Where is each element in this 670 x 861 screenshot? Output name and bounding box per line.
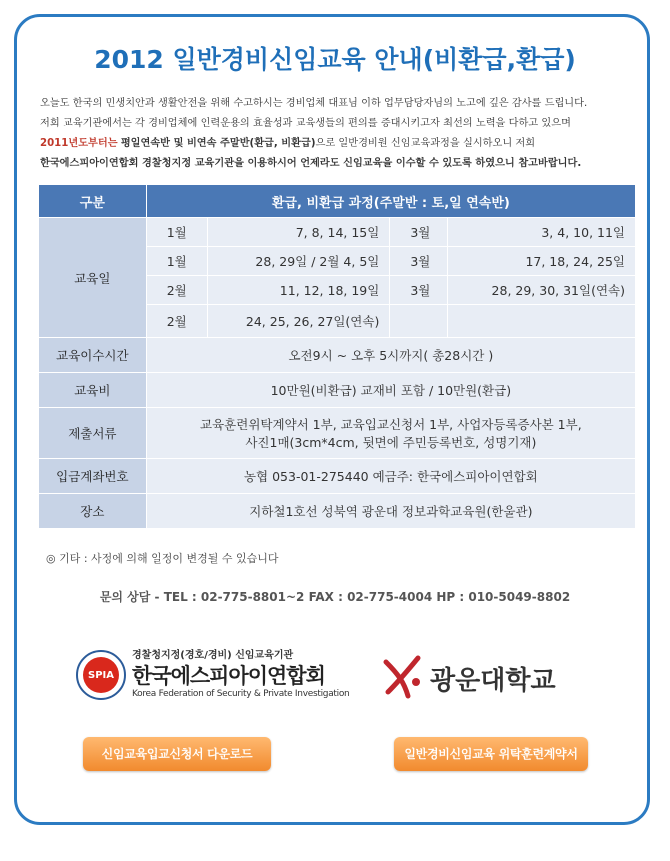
intro-text	[40, 94, 640, 174]
apply-form-download-button[interactable]: 신임교육입교신청서 다운로드	[83, 737, 271, 771]
hours-value: 오전9시 ~ 오후 5시까지( 총28시간 )	[147, 338, 635, 372]
account-value: 농협 053-01-275440 예금주: 한국에스피아이연합회	[147, 459, 635, 493]
table-cell-dates: 3, 4, 10, 11일	[448, 218, 635, 246]
intro-line-3	[40, 134, 640, 154]
table-row: 3월	[390, 218, 446, 246]
spia-logo-subtitle: 경찰청지정(경호/경비) 신임교육기관	[132, 650, 294, 661]
table-header-category: 구분	[39, 185, 146, 217]
spia-logo[interactable]	[76, 646, 366, 708]
intro-line-2: 저희 교육기관에서는 각 경비업체에 인력운용의 효율성과 교육생들의 편의를 증대시키고자 최선의 노력을 다하고 있으며	[40, 118, 571, 129]
training-contract-button[interactable]: 일반경비신임교육 위탁훈련계약서	[394, 737, 588, 771]
account-label: 입금계좌번호	[39, 459, 146, 493]
table-cell-dates: 17, 18, 24, 25일	[448, 247, 635, 275]
table-header-course: 환급, 비환급 과정(주말반 : 토,일 연속반)	[147, 185, 635, 217]
spia-badge-inner	[83, 657, 119, 693]
intro-line-1: 오늘도 한국의 민생치안과 생활안전을 위해 수고하시는 경비업체 대표님 이하 업무담당자님의 노고에 깊은 감사를 드립니다.	[40, 98, 588, 109]
spia-badge-text: SPIA	[88, 670, 114, 681]
spia-logo-english: Korea Federation of Security & Private Investigation	[132, 689, 350, 699]
place-label: 장소	[39, 494, 146, 528]
table-row	[390, 305, 446, 337]
spia-logo-name: 한국에스피아이연합회	[132, 664, 325, 688]
info-table	[38, 184, 636, 529]
table-cell-dates: 7, 8, 14, 15일	[208, 218, 389, 246]
page-title: 2012 일반경비신임교육 안내(비환급,환급)	[94, 45, 576, 74]
table-cell-dates	[448, 305, 635, 337]
place-value: 지하철1호선 성북역 광운대 정보과학교육원(한울관)	[147, 494, 635, 528]
fee-value: 10만원(비환급) 교재비 포함 / 10만원(환급)	[147, 373, 635, 407]
fee-label: 교육비	[39, 373, 146, 407]
schedule-note: ◎ 기타 : 사정에 의해 일정이 변경될 수 있습니다	[46, 552, 279, 565]
table-cell-dates: 28, 29, 30, 31일(연속)	[448, 276, 635, 304]
intro-year-highlight: 2011년도부터는	[40, 138, 118, 149]
table-cell-dates: 11, 12, 18, 19일	[208, 276, 389, 304]
edu-days-label: 교육일	[39, 218, 146, 337]
docs-label: 제출서류	[39, 408, 146, 458]
table-row: 1월	[147, 247, 207, 275]
table-row: 3월	[390, 247, 446, 275]
kwangwoon-logo[interactable]	[378, 652, 598, 702]
table-cell-dates: 24, 25, 26, 27일(연속)	[208, 305, 389, 337]
hours-label: 교육이수시간	[39, 338, 146, 372]
docs-line-1: 교육훈련위탁계약서 1부, 교육입교신청서 1부, 사업자등록증사본 1부,	[200, 417, 582, 432]
table-row: 2월	[147, 276, 207, 304]
kwangwoon-logo-name: 광운대학교	[430, 666, 556, 696]
intro-course-highlight: 평일연속반 및 비연속 주말반(환급, 비환급)	[120, 138, 316, 149]
table-cell-dates: 28, 29일 / 2월 4, 5일	[208, 247, 389, 275]
docs-value	[147, 408, 635, 458]
intro-line-3-rest: 으로 일반경비원 신임교육과정을 실시하오니 저희	[315, 138, 536, 149]
table-row: 1월	[147, 218, 207, 246]
contact-info: 문의 상담 - TEL : 02-775-8801~2 FAX : 02-775-4004 HP : 010-5049-8802	[99, 590, 571, 604]
kwangwoon-emblem-icon	[378, 652, 426, 700]
table-row: 2월	[147, 305, 207, 337]
intro-line-4: 한국에스피아이연합회 경찰청지정 교육기관을 이용하시어 언제라도 신임교육을 이수할 수 있도록 하였으니 참고바랍니다.	[40, 158, 582, 169]
docs-line-2: 사진1매(3cm*4cm, 뒷면에 주민등록번호, 성명기재)	[245, 435, 537, 450]
table-row: 3월	[390, 276, 446, 304]
spia-badge-icon	[76, 650, 126, 700]
